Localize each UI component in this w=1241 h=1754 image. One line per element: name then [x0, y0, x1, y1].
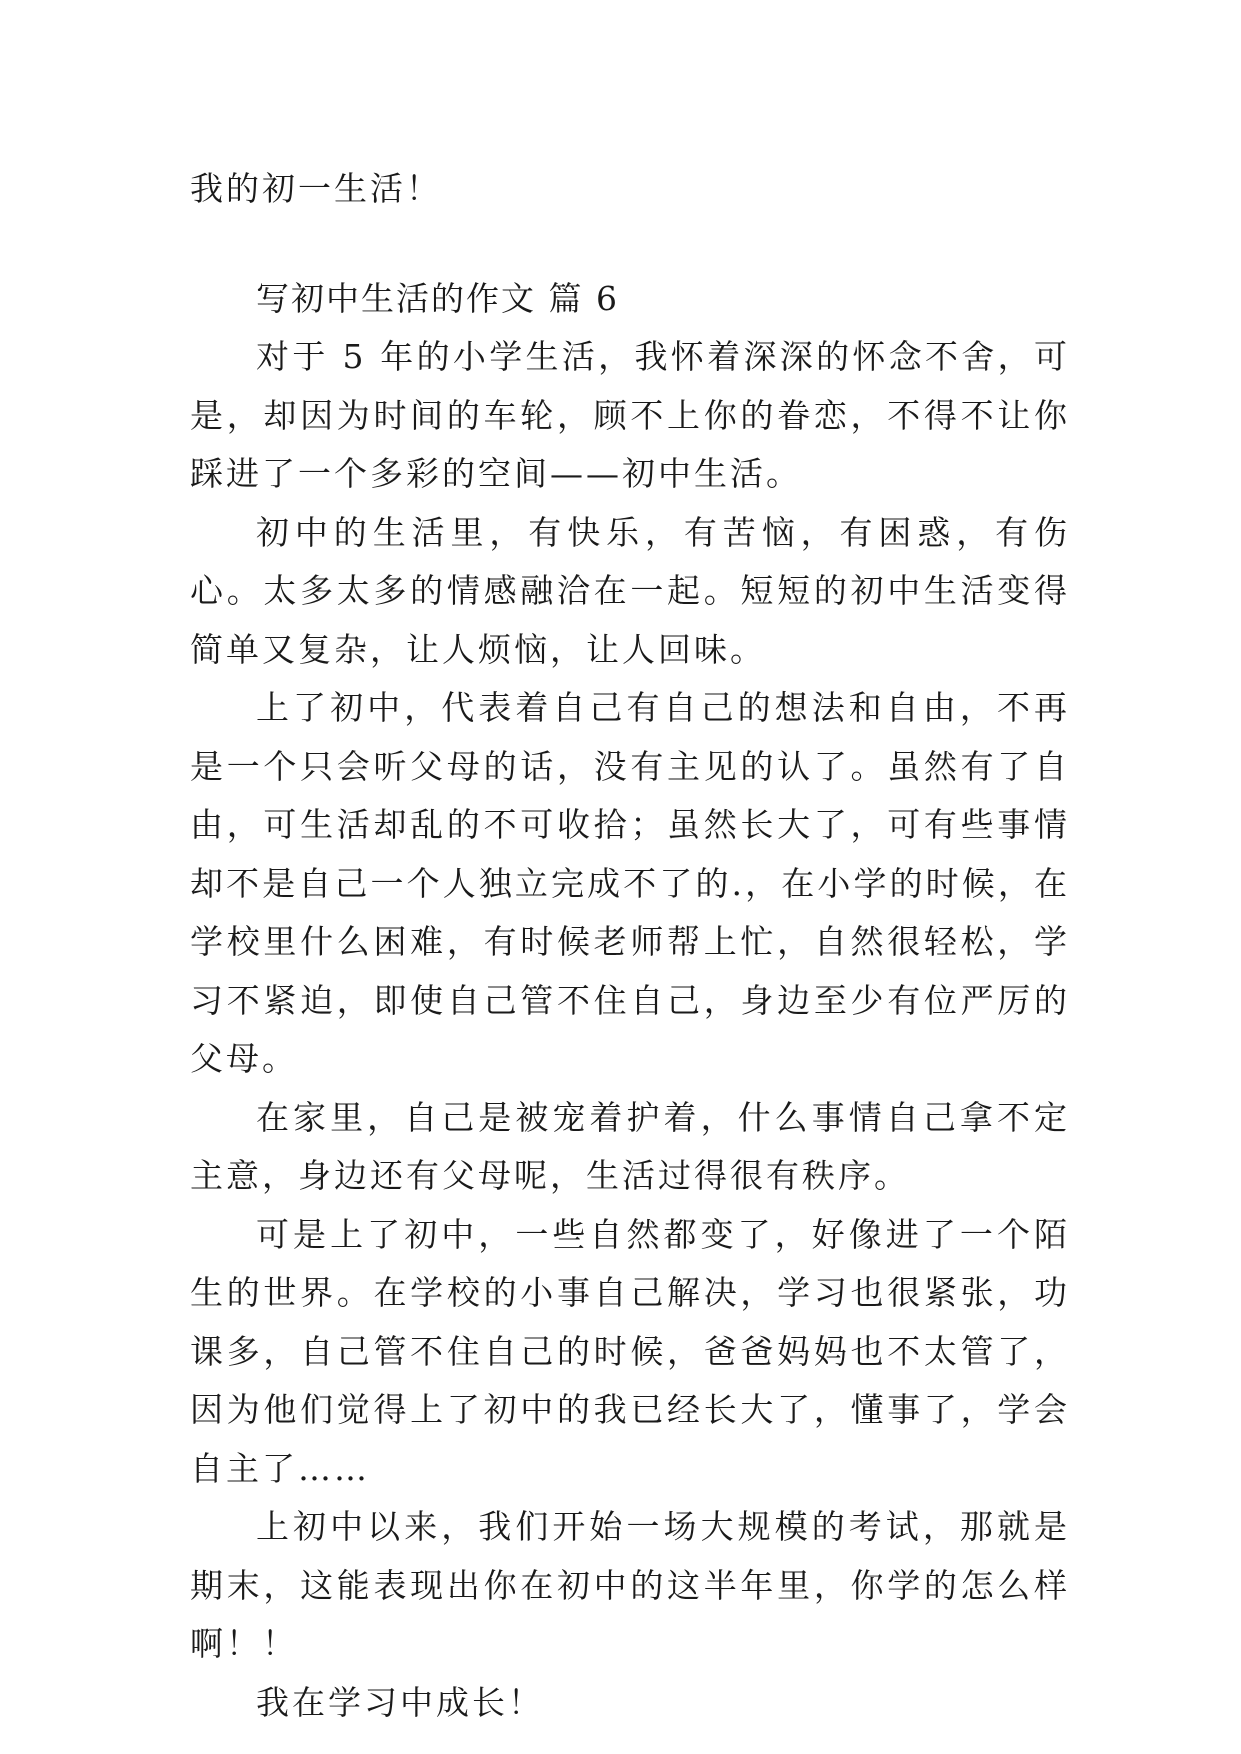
paragraph-2: 初中的生活里，有快乐，有苦恼，有困惑，有伤心。太多太多的情感融洽在一起。短短的初中生活变得简单又复杂，让人烦恼，让人回味。	[190, 512, 1070, 669]
paragraph-6: 上初中以来，我们开始一场大规模的考试，那就是期末，这能表现出你在初中的这半年里，你学的怎么样啊！！	[190, 1507, 1070, 1663]
paragraph-1: 对于 5 年的小学生活，我怀着深深的怀念不舍，可是，却因为时间的车轮，顾不上你的眷恋，不得不让你踩进了一个多彩的空间——初中生活。	[190, 337, 1070, 493]
continuation-line: 我的初一生活！	[190, 169, 442, 208]
paragraph-4: 在家里，自己是被宠着护着，什么事情自己拿不定主意，身边还有父母呢，生活过得很有秩序。	[190, 1097, 1070, 1195]
paragraph-7: 我在学习中成长！	[256, 1682, 544, 1722]
essay-heading: 写初中生活的作文 篇 6	[256, 278, 619, 318]
document-body	[190, 160, 1070, 1732]
paragraph-5: 可是上了初中，一些自然都变了，好像进了一个陌生的世界。在学校的小事自己解决，学习也很紧张，功课多，自己管不住自己的时候，爸爸妈妈也不太管了，因为他们觉得上了初中的我已经长大了，懂事了，学会自主了……	[190, 1214, 1070, 1488]
paragraph-3: 上了初中，代表着自己有自己的想法和自由，不再是一个只会听父母的话，没有主见的认了。虽然有了自由，可生活却乱的不可收拾；虽然长大了，可有些事情却不是自己一个人独立完成不了的.，在小学的时候，在学校里什么困难，有时候老师帮上忙，自然很轻松，学习不紧迫，即使自己管不住自己，身边至少有位严厉的父母。	[190, 688, 1070, 1078]
section-gap	[190, 219, 1070, 270]
